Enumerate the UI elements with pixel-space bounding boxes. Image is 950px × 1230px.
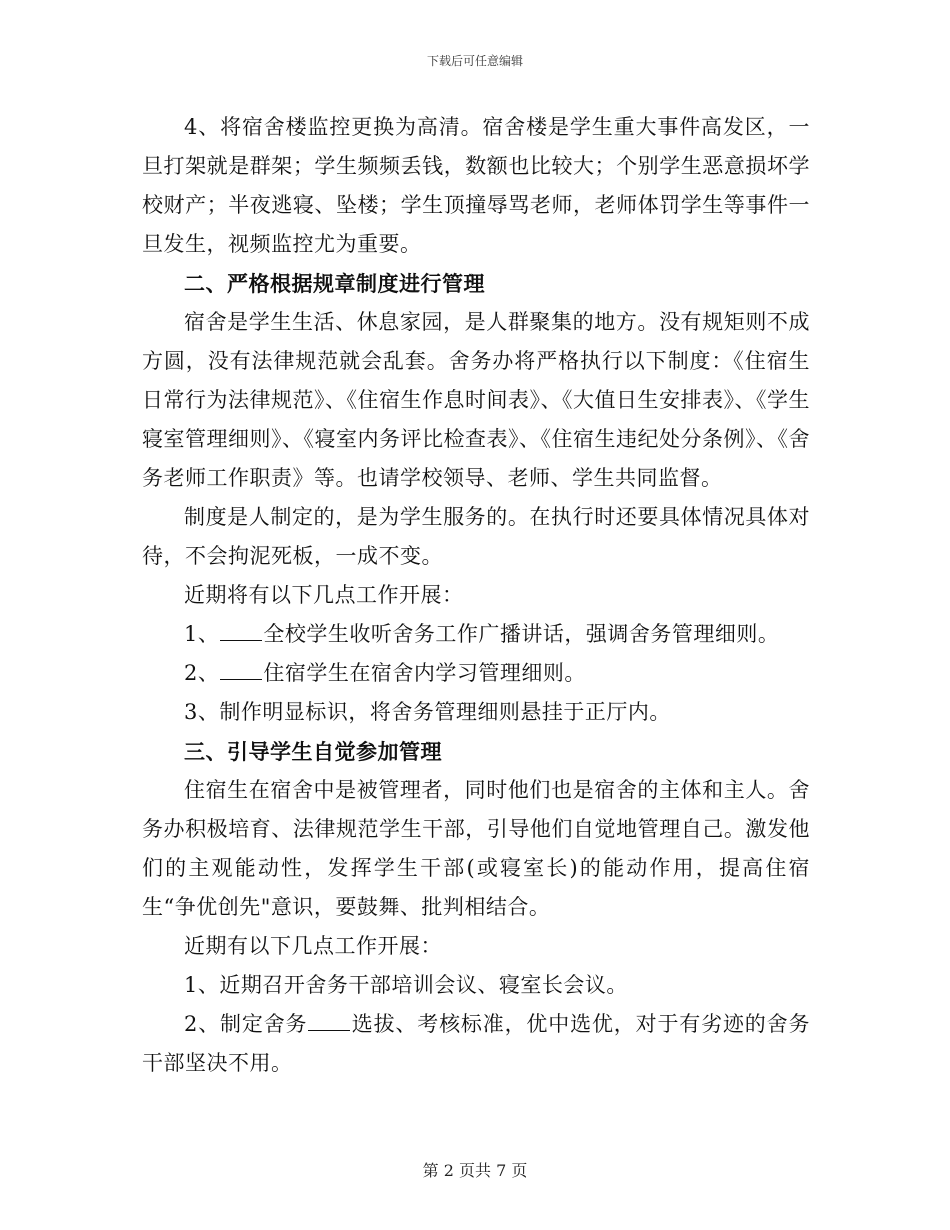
section-heading-2: 二、严格根据规章制度进行管理 [184,271,485,296]
paragraph-upcoming-work-2: 近期有以下几点工作开展： [184,934,442,958]
list-item-2-text: 住宿学生在宿舍内学习管理细则。 [263,661,586,685]
paragraph-upcoming-work-1: 近期将有以下几点工作开展： [184,583,464,607]
document-body [142,108,810,1083]
fill-blank [220,620,262,641]
header-note: 下载后可任意编辑 [426,54,523,68]
list-item-2 [142,654,810,693]
list-item-5-text: 选拔、考核标准，优中选优，对于有劣迹的舍务干部坚决不用。 [142,1012,810,1075]
list-item-5 [142,1005,810,1083]
paragraph-rules-flexibility: 制度是人制定的，是为学生服务的。在执行时还要具体情况具体对待，不会拘泥死板，一成不变。 [142,505,810,568]
list-item-3: 3、制作明显标识，将舍务管理细则悬挂于正厅内。 [184,700,671,724]
list-item-5-prefix: 2、制定舍务 [184,1012,308,1036]
fill-blank [308,1010,350,1031]
list-item-1-text: 全校学生收听舍务工作广播讲话，强调舍务管理细则。 [263,622,780,646]
list-item-1 [142,615,810,654]
list-item-2-prefix: 2、 [184,661,220,685]
paragraph-regulations: 宿舍是学生生活、休息家园，是人群聚集的地方。没有规矩则不成方圆，没有法律规范就会乱套。舍务办将严格执行以下制度：《住宿生日常行为法律规范》、《住宿生作息时间表》、《大值日生安排表》、《学生寝室管理细则》、《寝室内务评比检查表》、《住宿生违纪处分条例》、《舍务老师工作职责》等。也请学校领导、老师、学生共同监督。 [142,310,810,490]
paragraph-surveillance: 4、将宿舍楼监控更换为高清。宿舍楼是学生重大事件高发区，一旦打架就是群架；学生频频丢钱，数额也比较大；个别学生恶意损坏学校财产；半夜逃寝、坠楼；学生顶撞辱骂老师，老师体罚学生等事件一旦发生，视频监控尤为重要。 [142,115,810,256]
fill-blank [220,659,262,680]
list-item-4: 1、近期召开舍务干部培训会议、寝室长会议。 [184,973,628,997]
list-item-1-prefix: 1、 [184,622,220,646]
page-number-footer: 第 2 页共 7 页 [422,1161,528,1180]
paragraph-self-management: 住宿生在宿舍中是被管理者，同时他们也是宿舍的主体和主人。舍务办积极培育、法律规范学生干部，引导他们自觉地管理自己。激发他们的主观能动性，发挥学生干部(或寝室长)的能动作用，提高住宿生“争优创先"意识，要鼓舞、批判相结合。 [142,778,810,919]
section-heading-3: 三、引导学生自觉参加管理 [184,739,442,764]
